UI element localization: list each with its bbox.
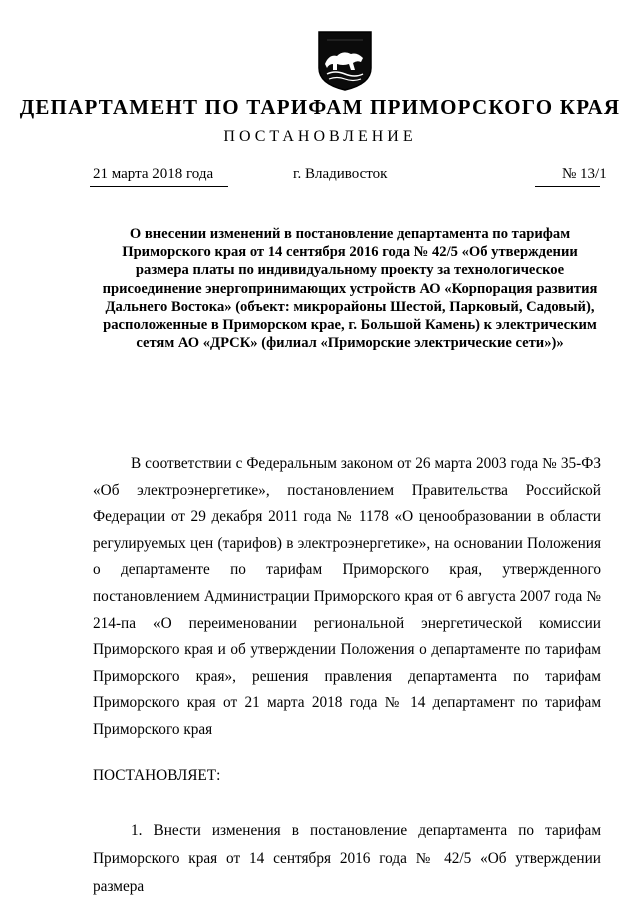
point-section	[93, 817, 601, 901]
document-number: № 13/1	[562, 166, 607, 182]
resolves-heading: ПОСТАНОВЛЯЕТ:	[93, 767, 221, 784]
preamble-section	[93, 451, 601, 744]
coat-of-arms-icon	[317, 30, 373, 92]
department-name: ДЕПАРТАМЕНТ ПО ТАРИФАМ ПРИМОРСКОГО КРАЯ	[19, 95, 621, 119]
document-date: 21 марта 2018 года	[93, 166, 214, 182]
document-city: г. Владивосток	[293, 166, 388, 182]
point-1-paragraph: 1. Внести изменения в постановление департамента по тарифам Приморского края от 14 сентября 2016 года № 42/5 «Об утверждении размера	[93, 822, 601, 895]
number-underline	[535, 186, 600, 187]
date-underline	[90, 186, 228, 187]
preamble-paragraph: В соответствии с Федеральным законом от 26 марта 2003 года № 35-ФЗ «Об электроэнергетике», постановлением Правительства Российской Федерации от 29 декабря 2011 года № 1178 «О ценообразовании в области регулируемых цен (тарифов) в электроэнергетике», на основании Положения о департаменте по тарифам Приморского края, утвержденного постановлением Администрации Приморского края от 6 августа 2007 года № 214-па «О переименовании региональной энергетической комиссии Приморского края и об утверждении Положения о департаменте по тарифам Приморского края», решения правления департамента по тарифам Приморского края от 21 марта 2018 года № 14 департамент по тарифам Приморского края	[93, 455, 601, 738]
document-title: О внесении изменений в постановление департамента по тарифам Приморского края от 14 сентября 2016 года № 42/5 «Об утверждении размера платы по индивидуальному проекту за технологическое присоединение энергопринимающих устройств АО «Корпорация развития Дальнего Востока» (объект: микрорайоны Шестой, Парковый, Садовый), расположенные в Приморском крае, г. Большой Камень) к электрическим сетям АО «ДРСК» (филиал «Приморские электрические сети»)»	[102, 226, 598, 352]
document-type: ПОСТАНОВЛЕНИЕ	[223, 128, 417, 145]
